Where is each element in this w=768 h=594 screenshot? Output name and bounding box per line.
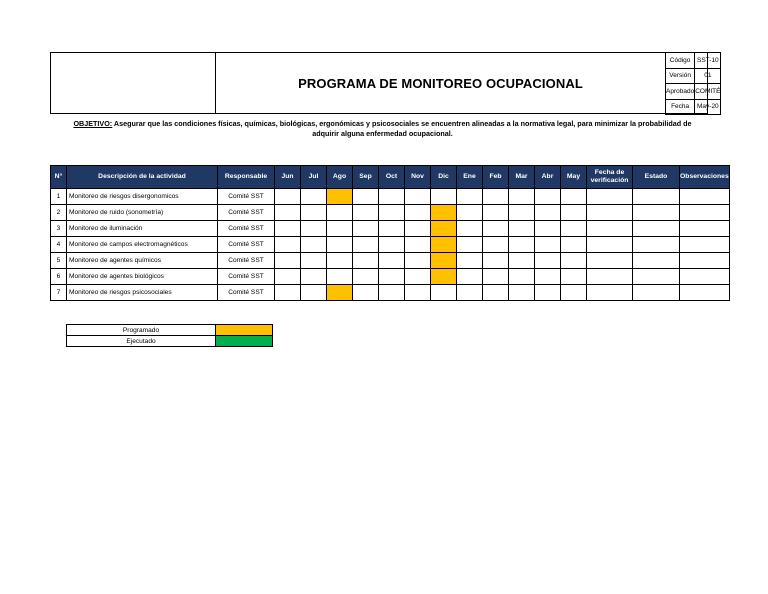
table-row xyxy=(51,205,730,221)
month-cell-nov xyxy=(405,269,431,285)
table-row xyxy=(51,285,730,301)
table-header-row xyxy=(51,166,730,189)
meta-key-aprobado: Aprobado xyxy=(666,84,695,100)
month-cell-ago xyxy=(327,205,353,221)
document-meta-table xyxy=(665,52,721,115)
legend-swatch-programado xyxy=(216,325,273,336)
month-cell-mar xyxy=(509,205,535,221)
month-cell-ene xyxy=(457,237,483,253)
month-cell-abr xyxy=(535,221,561,237)
meta-value-version: 01 xyxy=(695,68,721,84)
meta-row xyxy=(666,99,721,115)
observaciones-cell xyxy=(680,269,730,285)
table-row xyxy=(51,253,730,269)
month-cell-feb xyxy=(483,221,509,237)
month-cell-feb xyxy=(483,205,509,221)
row-number: 6 xyxy=(51,269,67,285)
month-cell-dic xyxy=(431,269,457,285)
month-cell-abr xyxy=(535,253,561,269)
column-header: Jun xyxy=(275,166,301,189)
month-cell-oct xyxy=(379,269,405,285)
column-header: Feb xyxy=(483,166,509,189)
row-number: 4 xyxy=(51,237,67,253)
month-cell-sep xyxy=(353,285,379,301)
column-header: Jul xyxy=(301,166,327,189)
month-cell-sep xyxy=(353,221,379,237)
objective-text: Asegurar que las condiciones físicas, químicas, biológicas, ergonómicas y psicosociales se encuentren alineadas a la normativa legal, para minimizar la probabilidad de adquirir alguna enfermedad ocupacional. xyxy=(112,119,692,138)
month-cell-nov xyxy=(405,221,431,237)
month-cell-jun xyxy=(275,205,301,221)
column-header: Dic xyxy=(431,166,457,189)
table-row xyxy=(51,269,730,285)
legend-swatch-ejecutado xyxy=(216,336,273,347)
month-cell-ago xyxy=(327,237,353,253)
month-cell-abr xyxy=(535,269,561,285)
estado-cell xyxy=(633,253,680,269)
month-cell-oct xyxy=(379,189,405,205)
responsible: Comité SST xyxy=(218,253,275,269)
month-cell-sep xyxy=(353,205,379,221)
fecha-verificacion-cell xyxy=(587,253,633,269)
column-header: Estado xyxy=(633,166,680,189)
month-cell-ene xyxy=(457,189,483,205)
page-title: PROGRAMA DE MONITOREO OCUPACIONAL xyxy=(216,53,666,113)
row-number: 3 xyxy=(51,221,67,237)
column-header: Ene xyxy=(457,166,483,189)
column-header: May xyxy=(561,166,587,189)
observaciones-cell xyxy=(680,285,730,301)
activity-description: Monitoreo de riesgos psicosociales xyxy=(67,285,218,301)
month-cell-mar xyxy=(509,189,535,205)
column-header: Mar xyxy=(509,166,535,189)
legend-row xyxy=(67,325,273,336)
column-header: Oct xyxy=(379,166,405,189)
month-cell-mar xyxy=(509,221,535,237)
column-header: Ago xyxy=(327,166,353,189)
table-body xyxy=(51,189,730,301)
column-header: Responsable xyxy=(218,166,275,189)
legend-label-programado: Programado xyxy=(67,325,216,336)
month-cell-feb xyxy=(483,237,509,253)
month-cell-nov xyxy=(405,189,431,205)
activity-description: Monitoreo de agentes químicos xyxy=(67,253,218,269)
fecha-verificacion-cell xyxy=(587,205,633,221)
month-cell-may xyxy=(561,285,587,301)
meta-value-aprobado: COMITÉ xyxy=(695,84,721,100)
observaciones-cell xyxy=(680,189,730,205)
column-header: Sep xyxy=(353,166,379,189)
month-cell-nov xyxy=(405,285,431,301)
activity-description: Monitoreo de campos electromagnéticos xyxy=(67,237,218,253)
month-cell-feb xyxy=(483,189,509,205)
meta-value-codigo: SST-10 xyxy=(695,53,721,69)
month-cell-sep xyxy=(353,269,379,285)
month-cell-ago xyxy=(327,253,353,269)
month-cell-oct xyxy=(379,285,405,301)
month-cell-ene xyxy=(457,285,483,301)
month-cell-jun xyxy=(275,221,301,237)
objective-label: OBJETIVO: xyxy=(73,119,113,128)
table-row xyxy=(51,221,730,237)
month-cell-jun xyxy=(275,285,301,301)
month-cell-ago xyxy=(327,189,353,205)
month-cell-ene xyxy=(457,253,483,269)
month-cell-dic xyxy=(431,237,457,253)
estado-cell xyxy=(633,237,680,253)
column-header: Observaciones xyxy=(680,166,730,189)
meta-key-codigo: Código xyxy=(666,53,695,69)
estado-cell xyxy=(633,205,680,221)
estado-cell xyxy=(633,189,680,205)
month-cell-abr xyxy=(535,285,561,301)
activity-description: Monitoreo de ruido (sonometría) xyxy=(67,205,218,221)
legend xyxy=(66,324,273,347)
month-cell-dic xyxy=(431,253,457,269)
month-cell-jun xyxy=(275,189,301,205)
month-cell-may xyxy=(561,221,587,237)
month-cell-jun xyxy=(275,253,301,269)
row-number: 5 xyxy=(51,253,67,269)
estado-cell xyxy=(633,269,680,285)
responsible: Comité SST xyxy=(218,189,275,205)
fecha-verificacion-cell xyxy=(587,189,633,205)
estado-cell xyxy=(633,285,680,301)
month-cell-oct xyxy=(379,237,405,253)
fecha-verificacion-cell xyxy=(587,269,633,285)
month-cell-jul xyxy=(301,237,327,253)
column-header: Abr xyxy=(535,166,561,189)
meta-key-version: Versión xyxy=(666,68,695,84)
month-cell-ene xyxy=(457,269,483,285)
month-cell-abr xyxy=(535,205,561,221)
table-row xyxy=(51,237,730,253)
month-cell-jun xyxy=(275,269,301,285)
activity-description: Monitoreo de agentes biológicos xyxy=(67,269,218,285)
month-cell-jul xyxy=(301,221,327,237)
month-cell-dic xyxy=(431,189,457,205)
month-cell-may xyxy=(561,269,587,285)
observaciones-cell xyxy=(680,205,730,221)
month-cell-ago xyxy=(327,285,353,301)
month-cell-abr xyxy=(535,189,561,205)
legend-label-ejecutado: Ejecutado xyxy=(67,336,216,347)
month-cell-oct xyxy=(379,205,405,221)
estado-cell xyxy=(633,221,680,237)
month-cell-may xyxy=(561,205,587,221)
responsible: Comité SST xyxy=(218,237,275,253)
month-cell-mar xyxy=(509,237,535,253)
month-cell-feb xyxy=(483,269,509,285)
month-cell-ago xyxy=(327,269,353,285)
month-cell-feb xyxy=(483,285,509,301)
month-cell-oct xyxy=(379,221,405,237)
meta-value-fecha: May-20 xyxy=(695,99,721,115)
activity-description: Monitoreo de iluminación xyxy=(67,221,218,237)
month-cell-jul xyxy=(301,189,327,205)
month-cell-mar xyxy=(509,285,535,301)
meta-key-fecha: Fecha xyxy=(666,99,695,115)
column-header: Descripción de la actividad xyxy=(67,166,218,189)
fecha-verificacion-cell xyxy=(587,221,633,237)
column-header: N° xyxy=(51,166,67,189)
month-cell-dic xyxy=(431,221,457,237)
meta-row xyxy=(666,68,721,84)
column-header: Nov xyxy=(405,166,431,189)
month-cell-may xyxy=(561,189,587,205)
month-cell-oct xyxy=(379,253,405,269)
month-cell-feb xyxy=(483,253,509,269)
table-row xyxy=(51,189,730,205)
month-cell-mar xyxy=(509,269,535,285)
month-cell-jun xyxy=(275,237,301,253)
month-cell-may xyxy=(561,253,587,269)
observaciones-cell xyxy=(680,221,730,237)
meta-row xyxy=(666,84,721,100)
month-cell-ene xyxy=(457,221,483,237)
objective xyxy=(70,119,695,139)
month-cell-jul xyxy=(301,269,327,285)
responsible: Comité SST xyxy=(218,269,275,285)
responsible: Comité SST xyxy=(218,285,275,301)
legend-row xyxy=(67,336,273,347)
month-cell-dic xyxy=(431,285,457,301)
month-cell-nov xyxy=(405,237,431,253)
activity-description: Monitoreo de riesgos disergonomicos xyxy=(67,189,218,205)
month-cell-sep xyxy=(353,253,379,269)
responsible: Comité SST xyxy=(218,205,275,221)
row-number: 7 xyxy=(51,285,67,301)
month-cell-ago xyxy=(327,221,353,237)
month-cell-jul xyxy=(301,253,327,269)
row-number: 1 xyxy=(51,189,67,205)
month-cell-dic xyxy=(431,205,457,221)
fecha-verificacion-cell xyxy=(587,237,633,253)
month-cell-may xyxy=(561,237,587,253)
document-header xyxy=(50,52,721,114)
activity-table xyxy=(50,165,730,301)
column-header: Fecha de verificación xyxy=(587,166,633,189)
meta-row xyxy=(666,53,721,69)
month-cell-nov xyxy=(405,253,431,269)
row-number: 2 xyxy=(51,205,67,221)
month-cell-nov xyxy=(405,205,431,221)
fecha-verificacion-cell xyxy=(587,285,633,301)
month-cell-mar xyxy=(509,253,535,269)
month-cell-sep xyxy=(353,237,379,253)
month-cell-sep xyxy=(353,189,379,205)
observaciones-cell xyxy=(680,237,730,253)
observaciones-cell xyxy=(680,253,730,269)
month-cell-ene xyxy=(457,205,483,221)
month-cell-abr xyxy=(535,237,561,253)
logo-area xyxy=(51,53,216,113)
month-cell-jul xyxy=(301,285,327,301)
month-cell-jul xyxy=(301,205,327,221)
responsible: Comité SST xyxy=(218,221,275,237)
